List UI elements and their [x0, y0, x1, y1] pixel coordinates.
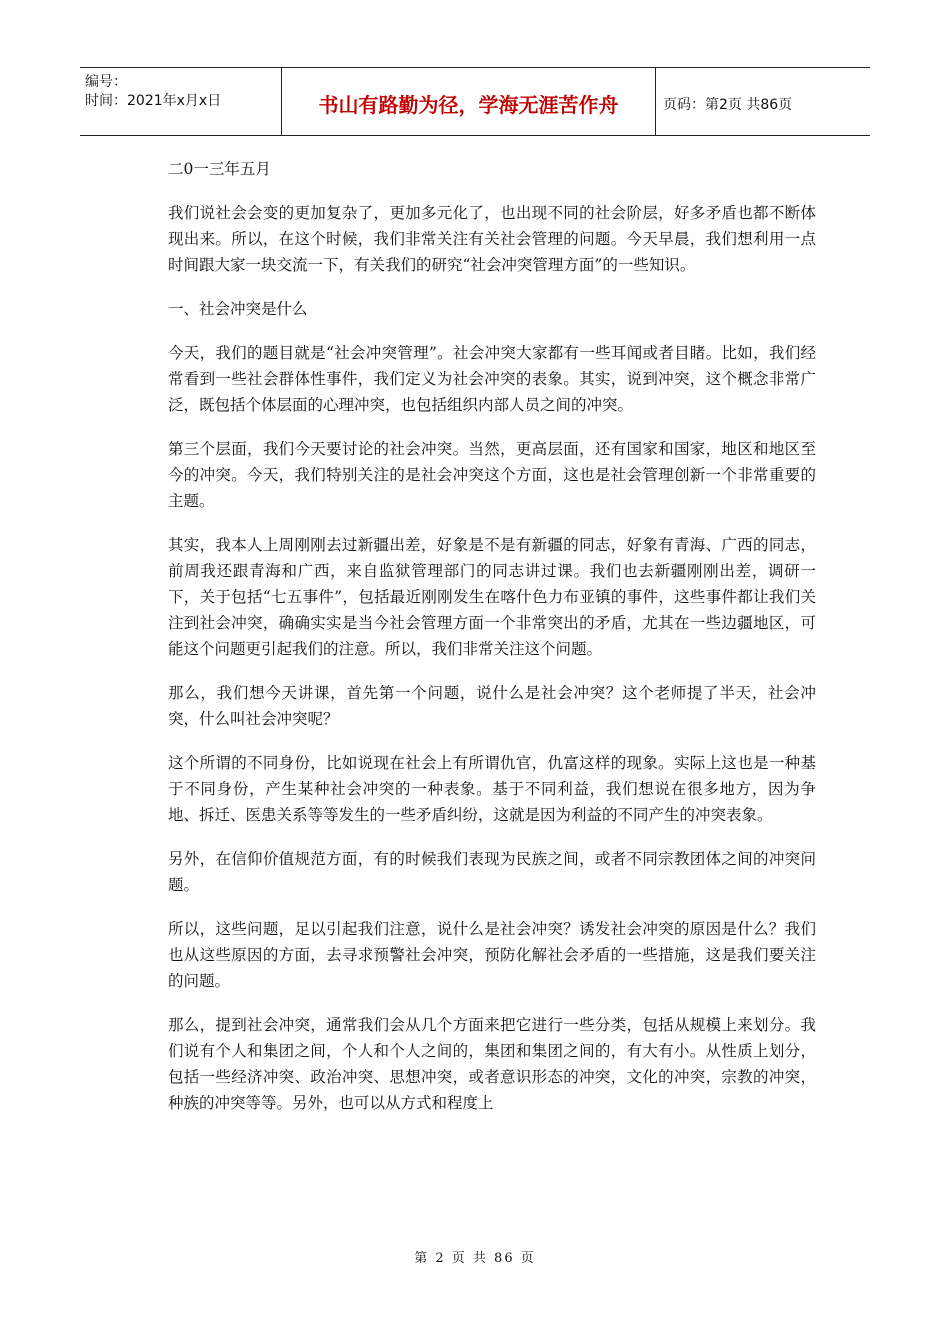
date-line: 二0一三年五月	[168, 160, 271, 178]
paragraph: 所以，这些问题，足以引起我们注意，说什么是社会冲突？诱发社会冲突的原因是什么？我们也从这些原因的方面，去寻求预警社会冲突，预防化解社会矛盾的一些措施，这是我们要关注的问题。	[168, 920, 816, 990]
document-body	[168, 156, 816, 1116]
paragraph: 今天，我们的题目就是“社会冲突管理”。社会冲突大家都有一些耳闻或者目睹。比如，我们经常看到一些社会群体性事件，我们定义为社会冲突的表象。其实，说到冲突，这个概念非常广泛，既包括个体层面的心理冲突，也包括组织内部人员之间的冲突。	[168, 344, 816, 414]
header-page-info: 页码：第2页 共86页	[663, 96, 793, 113]
document-header	[80, 67, 870, 136]
section-heading: 一、社会冲突是什么	[168, 300, 308, 318]
paragraph: 那么，提到社会冲突，通常我们会从几个方面来把它进行一些分类，包括从规模上来划分。我们说有个人和集团之间，个人和个人之间的，集团和集团之间的，有大有小。从性质上划分，包括一些经济冲突、政治冲突、思想冲突，或者意识形态的冲突，文化的冲突，宗教的冲突，种族的冲突等等。另外，也可以从方式和程度上	[168, 1016, 816, 1112]
paragraph: 第三个层面，我们今天要讨论的社会冲突。当然，更高层面，还有国家和国家，地区和地区至今的冲突。今天，我们特别关注的是社会冲突这个方面，这也是社会管理创新一个非常重要的主题。	[168, 440, 816, 510]
header-motto: 书山有路勤为径，学海无涯苦作舟	[282, 68, 656, 135]
paragraph: 那么，我们想今天讲课，首先第一个问题，说什么是社会冲突？这个老师提了半天，社会冲突，什么叫社会冲突呢？	[168, 684, 816, 728]
paragraph: 其实，我本人上周刚刚去过新疆出差，好象是不是有新疆的同志，好象有青海、广西的同志，前周我还跟青海和广西，来自监狱管理部门的同志讲过课。我们也去新疆刚刚出差，调研一下，关于包括“七五事件”，包括最近刚刚发生在喀什色力布亚镇的事件，这些事件都让我们关注到社会冲突，确确实实是当今社会管理方面一个非常突出的矛盾，尤其在一些边疆地区，可能这个问题更引起我们的注意。所以，我们非常关注这个问题。	[168, 536, 816, 658]
paragraph: 另外，在信仰价值规范方面，有的时候我们表现为民族之间，或者不同宗教团体之间的冲突问题。	[168, 850, 816, 894]
paragraph: 我们说社会会变的更加复杂了，更加多元化了，也出现不同的社会阶层，好多矛盾也都不断体现出来。所以，在这个时候，我们非常关注有关社会管理的问题。今天早晨，我们想利用一点时间跟大家一块交流一下，有关我们的研究“社会冲突管理方面”的一些知识。	[168, 204, 816, 274]
paragraph: 这个所谓的不同身份，比如说现在社会上有所谓仇官，仇富这样的现象。实际上这也是一种基于不同身份，产生某种社会冲突的一种表象。基于不同利益，我们想说在很多地方，因为争地、拆迁、医患关系等等发生的一些矛盾纠纷，这就是因为利益的不同产生的冲突表象。	[168, 754, 816, 824]
time-label: 时间：2021年x月x日	[85, 93, 222, 109]
page-footer: 第 2 页 共 86 页	[414, 1251, 536, 1266]
number-label: 编号：	[85, 74, 127, 90]
header-meta	[80, 68, 282, 135]
